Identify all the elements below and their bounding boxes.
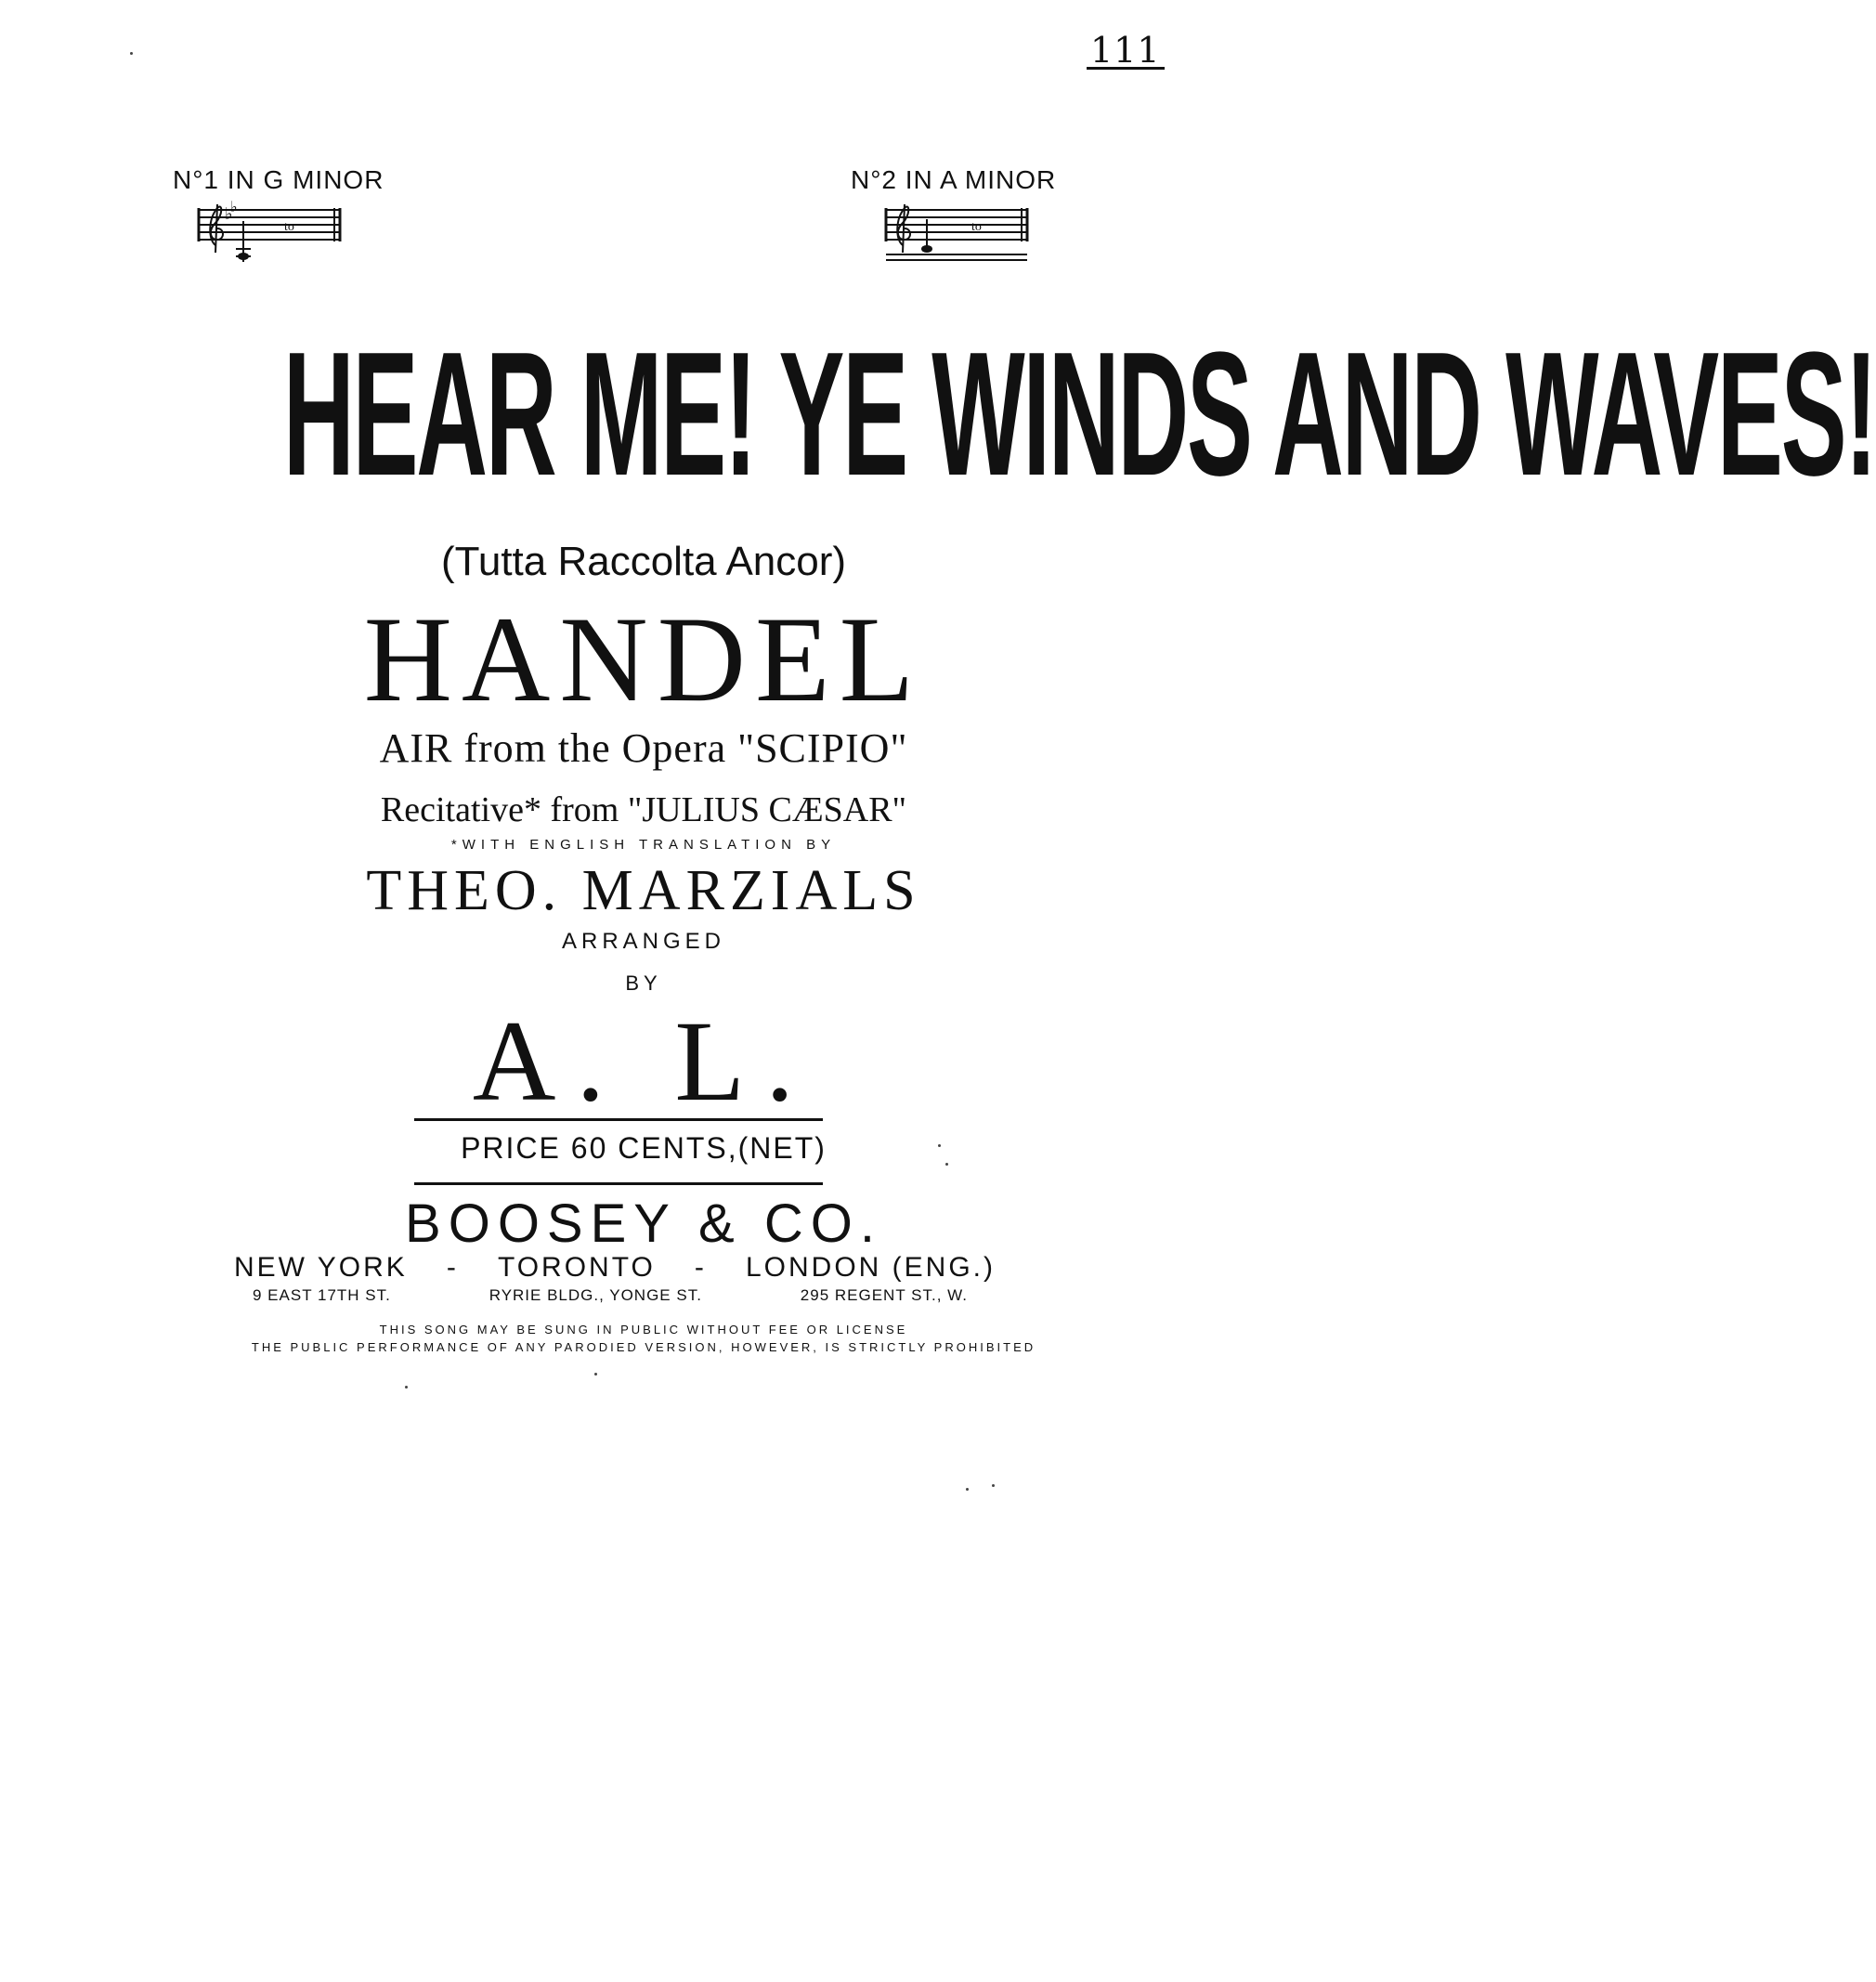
staff-to-label: to [284,220,294,234]
scan-speck [938,1144,941,1147]
scan-speck [130,52,133,55]
treble-clef-two-flats-staff-icon [195,198,344,267]
arranger-name: A. L. [472,998,815,1125]
price-bottom-rule [414,1182,823,1185]
scan-speck [966,1488,969,1491]
price-top-rule [414,1118,823,1121]
scan-speck [594,1373,597,1376]
city-separator: - [694,1252,707,1283]
song-title: HEAR ME! YE WINDS AND WAVES! [282,316,1876,513]
by-label: BY [625,971,662,995]
translator-name: THEO. MARZIALS [366,859,921,922]
city-london: LONDON (ENG.) [745,1252,996,1283]
key-label-1: N°1 IN G MINOR [173,165,384,194]
city-separator: - [446,1252,459,1283]
city-new-york: NEW YORK [234,1252,408,1283]
publisher-cities [234,1252,996,1284]
price-label: PRICE 60 CENTS,(NET) [461,1131,827,1165]
scan-speck [405,1386,408,1389]
publisher-addresses [253,1286,968,1305]
air-source-line: AIR from the Opera "SCIPIO" [379,725,908,771]
svg-text:♭: ♭ [230,198,238,215]
address-new-york: 9 EAST 17TH ST. [253,1286,391,1304]
scan-speck [945,1163,948,1166]
address-toronto: RYRIE BLDG., YONGE ST. [489,1286,702,1304]
treble-clef-staff-icon [882,202,1031,267]
key-label-2: N°2 IN A MINOR [851,165,1057,194]
staff-to-label: to [971,220,982,234]
page-number: 111 [1087,33,1165,70]
scan-speck [992,1484,995,1487]
translation-note: *WITH ENGLISH TRANSLATION BY [450,837,837,853]
publisher-name: BOOSEY & CO. [405,1193,882,1254]
subtitle: (Tutta Raccolta Ancor) [440,539,847,584]
arranged-label: ARRANGED [561,929,726,954]
svg-text:♭: ♭ [225,204,233,224]
city-toronto: TORONTO [497,1252,656,1283]
performance-notice-2: THE PUBLIC PERFORMANCE OF ANY PARODIED VERSION, HOWEVER, IS STRICTLY PROHIBITED [251,1340,1036,1354]
performance-notice-1: THIS SONG MAY BE SUNG IN PUBLIC WITHOUT FEE OR LICENSE [379,1323,908,1337]
recitative-source-line: Recitative* from "JULIUS CÆSAR" [380,790,907,829]
address-london: 295 REGENT ST., W. [800,1286,968,1304]
composer-name: HANDEL [363,591,924,727]
